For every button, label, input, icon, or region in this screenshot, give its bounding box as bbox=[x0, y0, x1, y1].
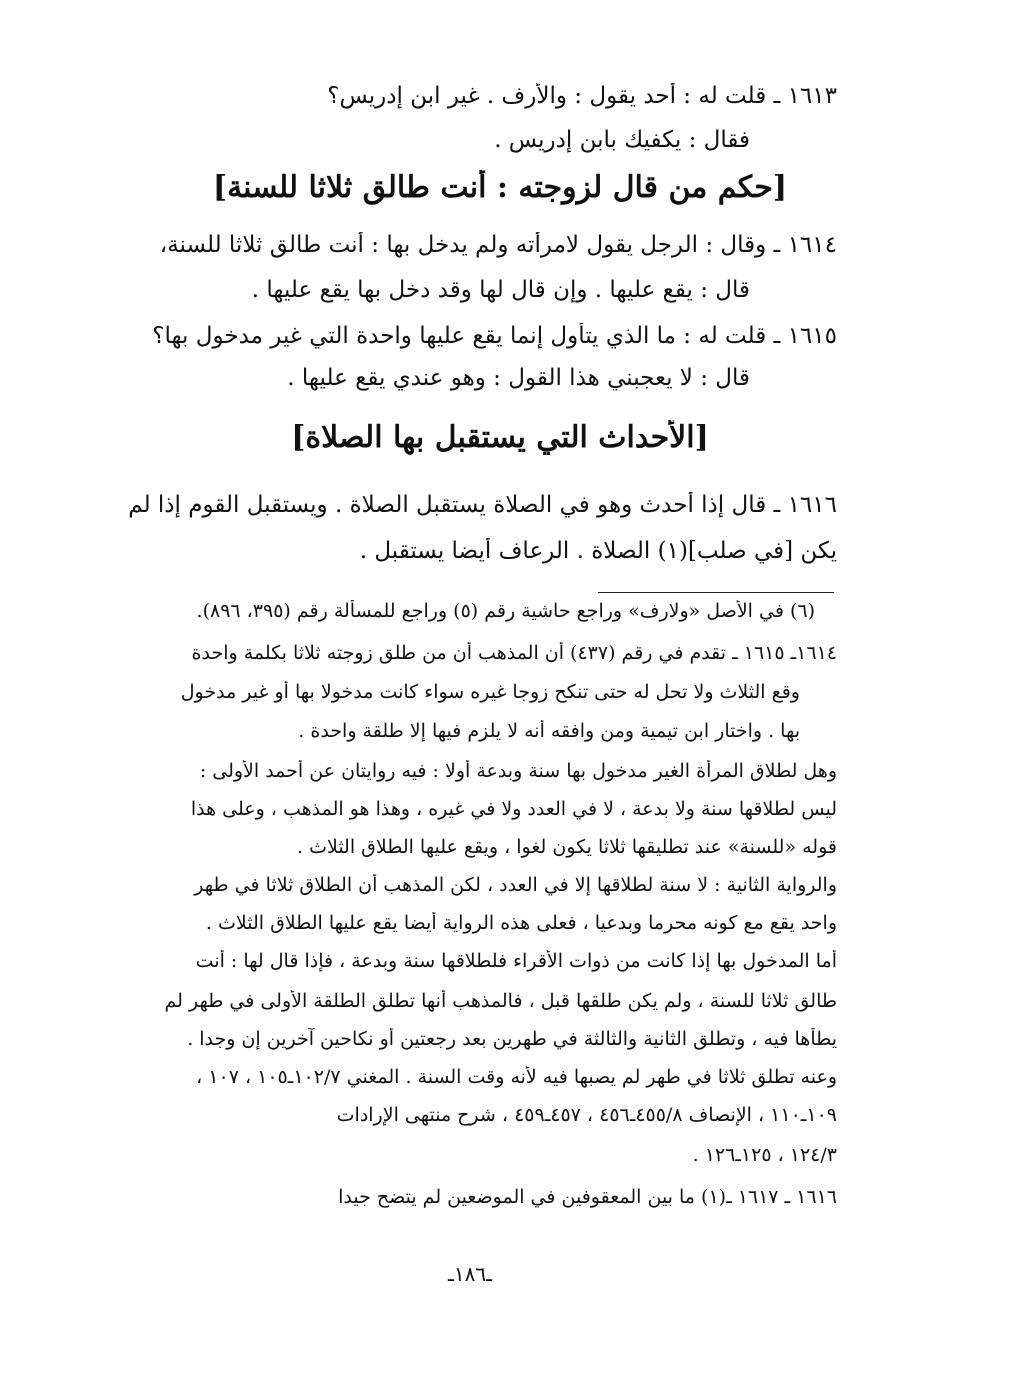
footnote-line: واحد يقع مع كونه محرما وبدعيا ، فعلى هذه الرواية أيضا يقع عليها الطلاق الثلاث . bbox=[205, 912, 837, 934]
footnote-line: ١٦١٦ ـ ١٦١٧ ـ(١) ما بين المعقوفين في الموضعين لم يتضح جيدا bbox=[338, 1186, 837, 1208]
footnote-line: يطأها فيه ، وتطلق الثانية والثالثة في طهرين بعد رجعتين أو نكاحين آخرين إن وجدا . bbox=[187, 1028, 837, 1050]
footnote-line: طالق ثلاثا للسنة ، ولم يكن طلقها قبل ، فالمذهب أنها تطلق الطلقة الأولى في طهر لم bbox=[164, 990, 837, 1012]
footnote-line: ليس لطلاقها سنة ولا بدعة ، لا في العدد ولا في غيره ، وهذا هو المذهب ، وعلى هذا bbox=[190, 798, 837, 820]
footnote-line: قوله «للسنة» عند تطليقها ثلاثا يكون لغوا ، ويقع عليها الطلاق الثلاث . bbox=[297, 836, 837, 858]
footnote-line: وهل لطلاق المرأة الغير مدخول بها سنة وبدعة أولا : فيه روايتان عن أحمد الأولى : bbox=[199, 760, 837, 782]
page-number: ـ١٨٦ـ bbox=[448, 1262, 492, 1286]
paragraph-1616-line-1: ١٦١٦ ـ قال إذا أحدث وهو في الصلاة يستقبل الصلاة . ويستقبل القوم إذا لم bbox=[128, 492, 837, 518]
footnote-line: أما المدخول بها إذا كانت من ذوات الأقراء فلطلاقها سنة وبدعة ، فإذا قال لها : أنت bbox=[195, 950, 837, 972]
section-heading-talaq: [حكم من قال لزوجته : أنت طالق ثلاثا للسنة] bbox=[212, 170, 788, 205]
paragraph-1616-line-2: يكن [في صلب](١) الصلاة . الرعاف أيضا يستقبل . bbox=[359, 538, 837, 564]
footnote-line: وعنه تطلق ثلاثا في طهر لم يصبها فيه لأنه وقت السنة . المغني ١٠٢/٧ـ١٠٥ ، ١٠٧ ، bbox=[196, 1066, 837, 1088]
footnote-divider bbox=[598, 592, 834, 593]
footnote-line: ١٢٤/٣ ، ١٢٥ـ١٢٦ . bbox=[692, 1144, 837, 1166]
section-heading-ahdath: [الأحداث التي يستقبل بها الصلاة] bbox=[291, 420, 709, 455]
footnote-line: والرواية الثانية : لا سنة لطلاقها إلا في العدد ، لكن المذهب أن الطلاق ثلاثا في طهر bbox=[194, 874, 837, 896]
paragraph-1614-line-2: قال : يقع عليها . وإن قال لها وقد دخل بها يقع عليها . bbox=[251, 277, 750, 303]
paragraph-1615-line-1: ١٦١٥ ـ قلت له : ما الذي يتأول إنما يقع عليها واحدة التي غير مدخول بها؟ bbox=[152, 323, 837, 349]
footnote-line: ١٦١٤ـ ١٦١٥ ـ تقدم في رقم (٤٣٧) أن المذهب أن من طلق زوجته ثلاثا بكلمة واحدة bbox=[191, 642, 837, 664]
paragraph-1613-line-1: ١٦١٣ ـ قلت له : أحد يقول : والأرف . غير ابن إدريس؟ bbox=[327, 83, 837, 109]
footnote-line: بها . واختار ابن تيمية ومن وافقه أنه لا يلزم فيها إلا طلقة واحدة . bbox=[298, 720, 800, 742]
paragraph-1615-line-2: قال : لا يعجبني هذا القول : وهو عندي يقع عليها . bbox=[287, 365, 750, 391]
paragraph-1614-line-1: ١٦١٤ ـ وقال : الرجل يقول لامرأته ولم يدخل بها : أنت طالق ثلاثا للسنة، bbox=[159, 232, 837, 258]
paragraph-1613-line-2: فقال : يكفيك بابن إدريس . bbox=[494, 127, 750, 153]
footnote-line: وقع الثلاث ولا تحل له حتى تنكح زوجا غيره سواء كانت مدخولا بها أو غير مدخول bbox=[180, 681, 800, 703]
footnote-line: (٦) في الأصل «ولارف» وراجع حاشية رقم (٥) وراجع للمسألة رقم (٣٩٥، ٨٩٦). bbox=[196, 600, 815, 622]
footnote-line: ١٠٩ـ١١٠ ، الإنصاف ٤٥٥/٨ـ٤٥٦ ، ٤٥٧ـ٤٥٩ ، شرح منتهى الإرادات bbox=[336, 1104, 837, 1126]
